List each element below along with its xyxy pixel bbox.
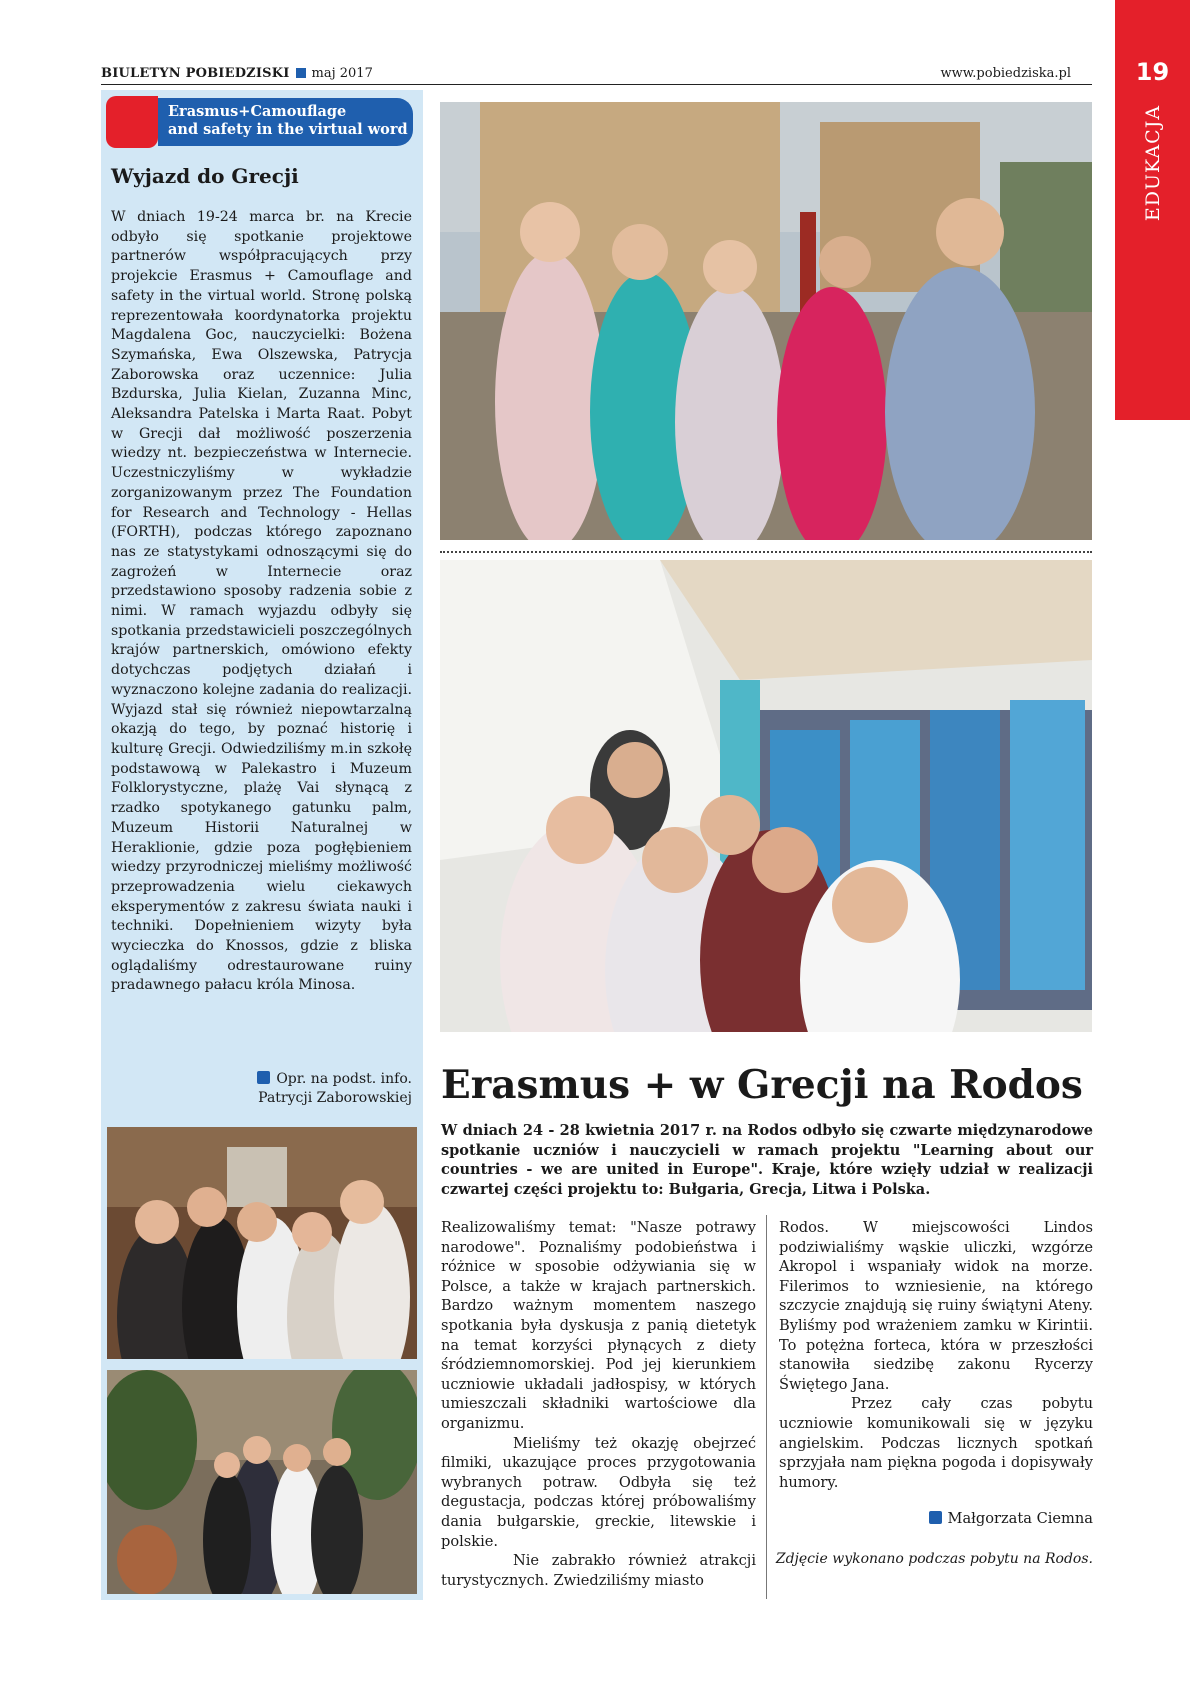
article-title: Erasmus + w Grecji na Rodos <box>441 1062 1083 1108</box>
website-link[interactable]: www.pobiedziska.pl <box>940 66 1071 81</box>
signature-line1: Opr. na podst. info. <box>276 1071 412 1087</box>
photo-group-knossos <box>440 102 1092 540</box>
project-title-line2: and safety in the virtual word <box>168 121 408 138</box>
sidebar-heading: Wyjazd do Grecji <box>111 164 299 188</box>
page-number: 19 <box>1135 58 1170 86</box>
article-lead: W dniach 24 - 28 kwietnia 2017 r. na Rodos odbyło się czwarte międzynarodowe spotkanie uczniów i nauczycieli w ramach projektu "Learning about our countries - we are united in Europe". Kraje, które wzięły udział w realizacji czwartej części projektu to: Bułgaria, Grecja, Litwa i Polska. <box>441 1122 1093 1198</box>
author-name: Małgorzata Ciemna <box>947 1510 1093 1527</box>
photo-caption: Zdjęcie wykonano podczas pobytu na Rodos. <box>775 1551 1093 1567</box>
paragraph: Realizowaliśmy temat: "Nasze potrawy narodowe". Poznaliśmy podobieństwa i różnice w sposobie odżywiania się w Polsce, a także w krajach partnerskich. Bardzo ważnym momentem naszego spotkania była dyskusja z panią dietetyk na temat korzyści płynących z diety śródziemnomorskiej. Pod jej kierunkiem uczniowie układali jadłospisy, w których umieszczali składniki wartościowe dla organizmu. <box>441 1219 756 1432</box>
photo-group-courtyard <box>107 1370 417 1594</box>
photo-divider <box>440 551 1092 553</box>
section-label-text: EDUKACJA <box>1142 104 1164 222</box>
article-column-1 <box>441 1218 756 1590</box>
paragraph: Przez cały czas pobytu uczniowie komunikowali się w języku angielskim. Podczas licznych spotkań sprzyjała nam piękna pogoda i dopisywały humory. <box>779 1395 1093 1491</box>
paragraph: Rodos. W miejscowości Lindos podziwialiśmy wąskie uliczki, wzgórze Akropol i wspaniały widok na morze. Filerimos to wzniesienie, na którego szczycie znajdują się ruiny świątyni Ateny. Byliśmy pod wrażeniem zamku w Kirintii. To potężna forteca, która w przeszłości stanowiła siedzibę zakonu Rycerzy Świętego Jana. <box>779 1219 1093 1393</box>
project-logo-mark <box>106 96 158 148</box>
section-label <box>1133 100 1173 240</box>
issue-date: maj 2017 <box>311 66 373 81</box>
sidebar-signature <box>200 1070 412 1108</box>
separator-square-icon <box>296 68 306 78</box>
photo-group-indoor <box>107 1127 417 1359</box>
bullet-square-icon <box>929 1511 942 1524</box>
project-title-line1: Erasmus+Camouflage <box>168 103 347 120</box>
article-column-2 <box>779 1218 1093 1492</box>
paragraph: Nie zabrakło również atrakcji turystycznych. Zwiedziliśmy miasto <box>441 1552 756 1589</box>
article-signature <box>850 1510 1093 1527</box>
photo-group-rhodes-street <box>440 560 1092 1032</box>
project-title <box>168 103 413 139</box>
publication-name: BIULETYN POBIEDZISKI <box>101 66 290 81</box>
signature-line2: Patrycji Zaborowskiej <box>258 1090 412 1106</box>
column-divider <box>766 1215 767 1599</box>
bullet-square-icon <box>257 1071 270 1084</box>
header-rule <box>101 84 1092 85</box>
sidebar-body-text: W dniach 19-24 marca br. na Krecie odbyło się spotkanie projektowe partnerów współpracujących przy projekcie Erasmus + Camouflage and safety in the virtual world. Stronę polską reprezentowała koordynatorka projektu Magdalena Goc, nauczycielki: Bożena Szymańska, Ewa Olszewska, Patrycja Zaborowska oraz uczennice: Julia Bzdurska, Julia Kielan, Zuzanna Minc, Aleksandra Patelska i Marta Raat. Pobyt w Grecji dał możliwość poszerzenia wiedzy nt. bezpieczeństwa w Internecie. Uczestniczyliśmy w wykładzie zorganizowanym przez The Foundation for Research and Technology - Hellas (FORTH), podczas którego zapoznano nas ze statystykami odnoszącymi się do zagrożeń w Internecie oraz przedstawiono sposoby radzenia sobie z nimi. W ramach wyjazdu odbyły się spotkania przedstawicieli poszczególnych krajów partnerskich, omówiono efekty dotychczas podjętych działań i wyznaczono kolejne zadania do realizacji. Wyjazd stał się również niepowtarzalną okazją do tego, by poznać historię i kulturę Grecji. Odwiedziliśmy m.in szkołę podstawową w Palekastro i Muzeum Folklorystyczne, plażę Vai słynącą z rzadko spotykanego gatunku palm, Muzeum Historii Naturalnej w Heraklionie, gdzie poza pogłębieniem wiedzy przyrodniczej mieliśmy możliwość przeprowadzenia wielu ciekawych eksperymentów z zakresu świata nauki i techniki. Dopełnieniem wizyty była wycieczka do Knossos, gdzie z bliska oglądaliśmy odrestaurowane ruiny pradawnego pałacu króla Minosa. <box>111 209 412 994</box>
paragraph: Mieliśmy też okazję obejrzeć filmiki, ukazujące proces przygotowania wybranych potraw. Odbyła się też degustacja, podczas której próbowaliśmy dania bułgarskie, greckie, litewskie i polskie. <box>441 1434 756 1550</box>
header-publication-info <box>101 66 373 81</box>
